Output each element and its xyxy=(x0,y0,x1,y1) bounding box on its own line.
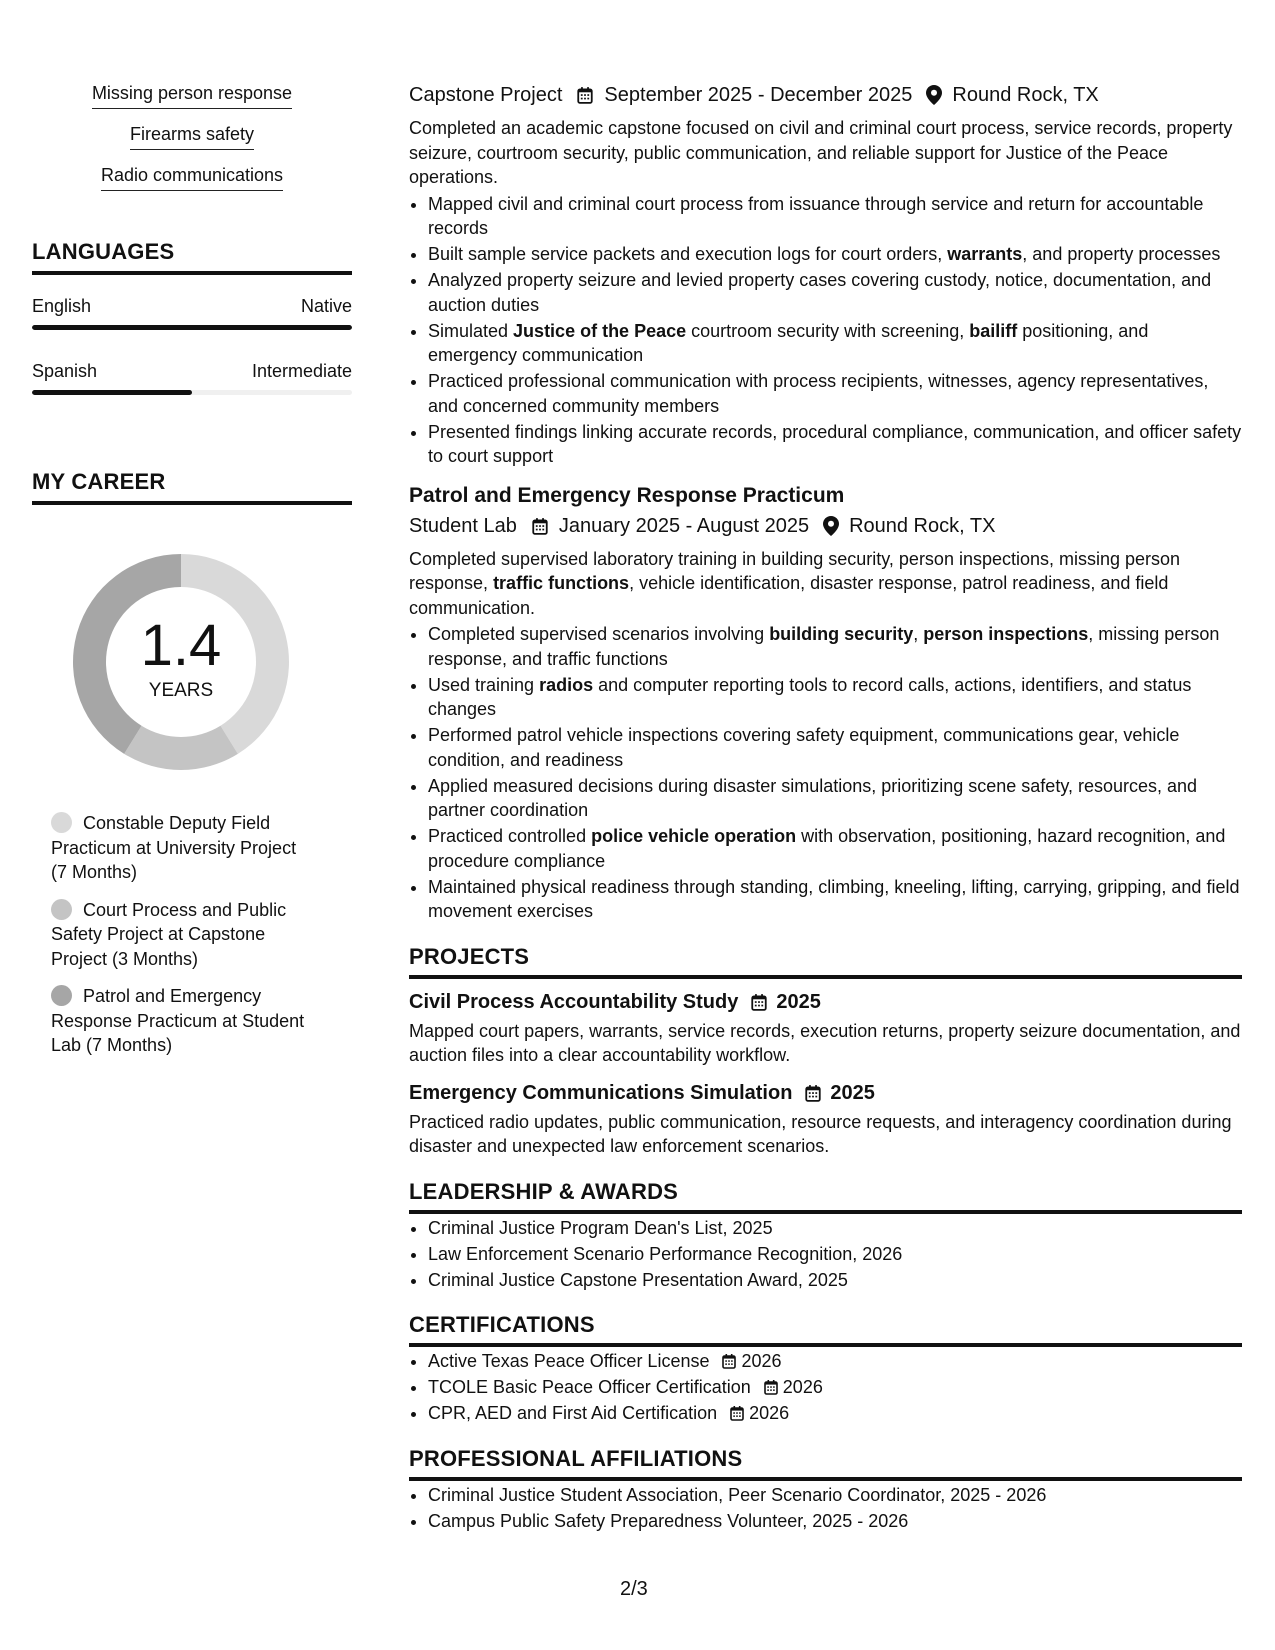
languages-heading: LANGUAGES xyxy=(32,239,352,275)
project-description: Mapped court papers, warrants, service records, execution returns, property seizure documentation, and auction files into a clear accountability workflow. xyxy=(409,1020,1241,1065)
awards-heading: LEADERSHIP & AWARDS xyxy=(409,1179,1242,1214)
skill-link[interactable]: Radio communications xyxy=(101,164,283,191)
project-title-row xyxy=(409,989,1242,1015)
calendar-icon xyxy=(721,1353,737,1369)
certification-year: 2026 xyxy=(782,1377,823,1397)
job-bullet: • Used training radios and computer reporting tools to record calls, actions, identifiers, and status changes xyxy=(428,673,1242,722)
job-description: Completed supervised laboratory training in building security, person inspections, missing person response, traffic functions, vehicle identification, disaster response, patrol readiness, and field communication. xyxy=(409,548,1181,618)
language-bar xyxy=(32,325,352,330)
skill-link[interactable]: Missing person response xyxy=(92,82,292,109)
calendar-icon xyxy=(531,517,549,535)
language-row xyxy=(32,295,352,330)
career-legend-label: Court Process and Public Safety Project at Capstone Project (3 Months) xyxy=(51,899,287,969)
skills-list xyxy=(32,82,352,191)
career-total-unit: YEARS xyxy=(148,680,214,701)
language-bar-fill xyxy=(32,325,352,330)
project-title: Emergency Communications Simulation xyxy=(409,1081,793,1104)
career-legend-item xyxy=(51,811,312,885)
career-legend-item xyxy=(51,984,312,1058)
career-legend-label: Patrol and Emergency Response Practicum at Student Lab (7 Months) xyxy=(51,986,305,1055)
legend-dot-icon xyxy=(51,899,72,920)
project-description: Practiced radio updates, public communication, resource requests, and interagency coordination during disaster and unexpected law enforcement scenarios. xyxy=(409,1111,1232,1156)
job-bullet: • Practiced professional communication with process recipients, witnesses, agency representatives, and concerned community members xyxy=(428,369,1242,418)
certification-item xyxy=(428,1349,1242,1374)
calendar-icon xyxy=(804,1084,822,1102)
language-bar-fill xyxy=(32,390,192,395)
career-total xyxy=(66,547,296,777)
project-title: Civil Process Accountability Study xyxy=(409,990,739,1013)
languages-list xyxy=(32,295,352,395)
job-bullets xyxy=(409,622,1242,924)
award-item: • Criminal Justice Capstone Presentation Award, 2025 xyxy=(428,1268,1242,1293)
language-name: English xyxy=(32,296,92,316)
language-row xyxy=(32,360,352,395)
certification-item xyxy=(428,1375,1242,1400)
job-bullet: • Presented findings linking accurate records, procedural compliance, communication, and officer safety to court support xyxy=(428,420,1242,469)
language-text xyxy=(32,295,352,317)
certifications-list xyxy=(409,1349,1242,1426)
calendar-icon xyxy=(763,1379,779,1395)
job-bullet: • Built sample service packets and execution logs for court orders, warrants, and property processes xyxy=(428,242,1242,267)
certification-year: 2026 xyxy=(749,1403,790,1423)
project-entry xyxy=(409,989,1242,1068)
affiliations-heading: PROFESSIONAL AFFILIATIONS xyxy=(409,1446,1242,1481)
certification-name: TCOLE Basic Peace Officer Certification xyxy=(428,1377,751,1397)
language-name: Spanish xyxy=(32,361,98,381)
project-year: 2025 xyxy=(830,1081,875,1104)
language-text xyxy=(32,360,352,382)
affiliation-item: • Campus Public Safety Preparedness Volunteer, 2025 - 2026 xyxy=(428,1509,1242,1534)
job-bullet: • Simulated Justice of the Peace courtroom security with screening, bailiff positioning, and emergency communication xyxy=(428,319,1242,368)
job-bullet: • Analyzed property seizure and levied property cases covering custody, notice, documentation, and auction duties xyxy=(428,268,1242,317)
job-bullet: • Maintained physical readiness through standing, climbing, kneeling, lifting, carrying, gripping, and field movement exercises xyxy=(428,875,1242,924)
skill-link[interactable]: Firearms safety xyxy=(130,123,254,150)
project-year: 2025 xyxy=(776,990,821,1013)
page-number: 2/3 xyxy=(620,1578,648,1600)
calendar-icon xyxy=(750,993,768,1011)
job-dates: September 2025 - December 2025 xyxy=(604,84,913,106)
right-column xyxy=(409,82,1242,1535)
calendar-icon xyxy=(729,1405,745,1421)
job-org: Student Lab xyxy=(409,514,517,537)
job-location: Round Rock, TX xyxy=(952,84,1099,106)
legend-dot-icon xyxy=(51,812,72,833)
job-meta xyxy=(409,513,1242,539)
experience-entry xyxy=(409,82,1242,469)
experience-entry xyxy=(409,483,1242,924)
language-bar xyxy=(32,390,352,395)
experience-section xyxy=(409,82,1242,924)
career-heading: MY CAREER xyxy=(32,469,352,505)
career-legend xyxy=(32,811,312,1058)
awards-list xyxy=(409,1216,1242,1293)
job-description: Completed an academic capstone focused on civil and criminal court process, service records, property seizure, courtroom security, public communication, and reliable support for Justice of the Peace operations. xyxy=(409,118,1233,187)
job-org: Capstone Project xyxy=(409,84,563,106)
job-title: Patrol and Emergency Response Practicum xyxy=(409,483,845,507)
job-bullets xyxy=(409,192,1242,469)
career-total-value: 1.4 xyxy=(140,613,222,678)
project-title-row xyxy=(409,1080,1242,1106)
legend-dot-icon xyxy=(51,985,72,1006)
job-bullet: • Performed patrol vehicle inspections covering safety equipment, communications gear, vehicle condition, and readiness xyxy=(428,723,1242,772)
job-bullet: • Mapped civil and criminal court process from issuance through service and return for accountable records xyxy=(428,192,1242,241)
job-bullet: • Applied measured decisions during disaster simulations, prioritizing scene safety, resources, and partner coordination xyxy=(428,774,1242,823)
job-dates: January 2025 - August 2025 xyxy=(558,514,810,537)
project-entry xyxy=(409,1080,1242,1159)
career-legend-label: Constable Deputy Field Practicum at University Project (7 Months) xyxy=(51,813,297,882)
certification-name: CPR, AED and First Aid Certification xyxy=(428,1403,718,1423)
calendar-icon xyxy=(576,86,594,104)
job-meta xyxy=(409,82,1242,108)
certification-item xyxy=(428,1401,1242,1426)
projects-list xyxy=(409,989,1242,1159)
award-item: • Law Enforcement Scenario Performance Recognition, 2026 xyxy=(428,1242,1242,1267)
job-bullet: • Practiced controlled police vehicle operation with observation, positioning, hazard recognition, and procedure compliance xyxy=(428,824,1242,873)
projects-heading: PROJECTS xyxy=(409,944,1242,979)
certification-year: 2026 xyxy=(741,1351,782,1371)
language-level: Intermediate xyxy=(251,361,352,381)
map-pin-icon xyxy=(926,85,942,105)
affiliation-item: • Criminal Justice Student Association, Peer Scenario Coordinator, 2025 - 2026 xyxy=(428,1483,1242,1508)
certification-name: Active Texas Peace Officer License xyxy=(428,1351,710,1371)
job-location: Round Rock, TX xyxy=(849,514,996,537)
career-donut-chart xyxy=(66,547,296,777)
affiliations-list xyxy=(409,1483,1242,1534)
left-column xyxy=(32,82,352,1071)
certifications-heading: CERTIFICATIONS xyxy=(409,1312,1242,1347)
award-item: • Criminal Justice Program Dean's List, 2025 xyxy=(428,1216,1242,1241)
career-legend-item xyxy=(51,898,312,972)
map-pin-icon xyxy=(823,516,839,536)
job-bullet: • Completed supervised scenarios involving building security, person inspections, missing person response, and traffic functions xyxy=(428,622,1242,671)
language-level: Native xyxy=(300,296,352,316)
